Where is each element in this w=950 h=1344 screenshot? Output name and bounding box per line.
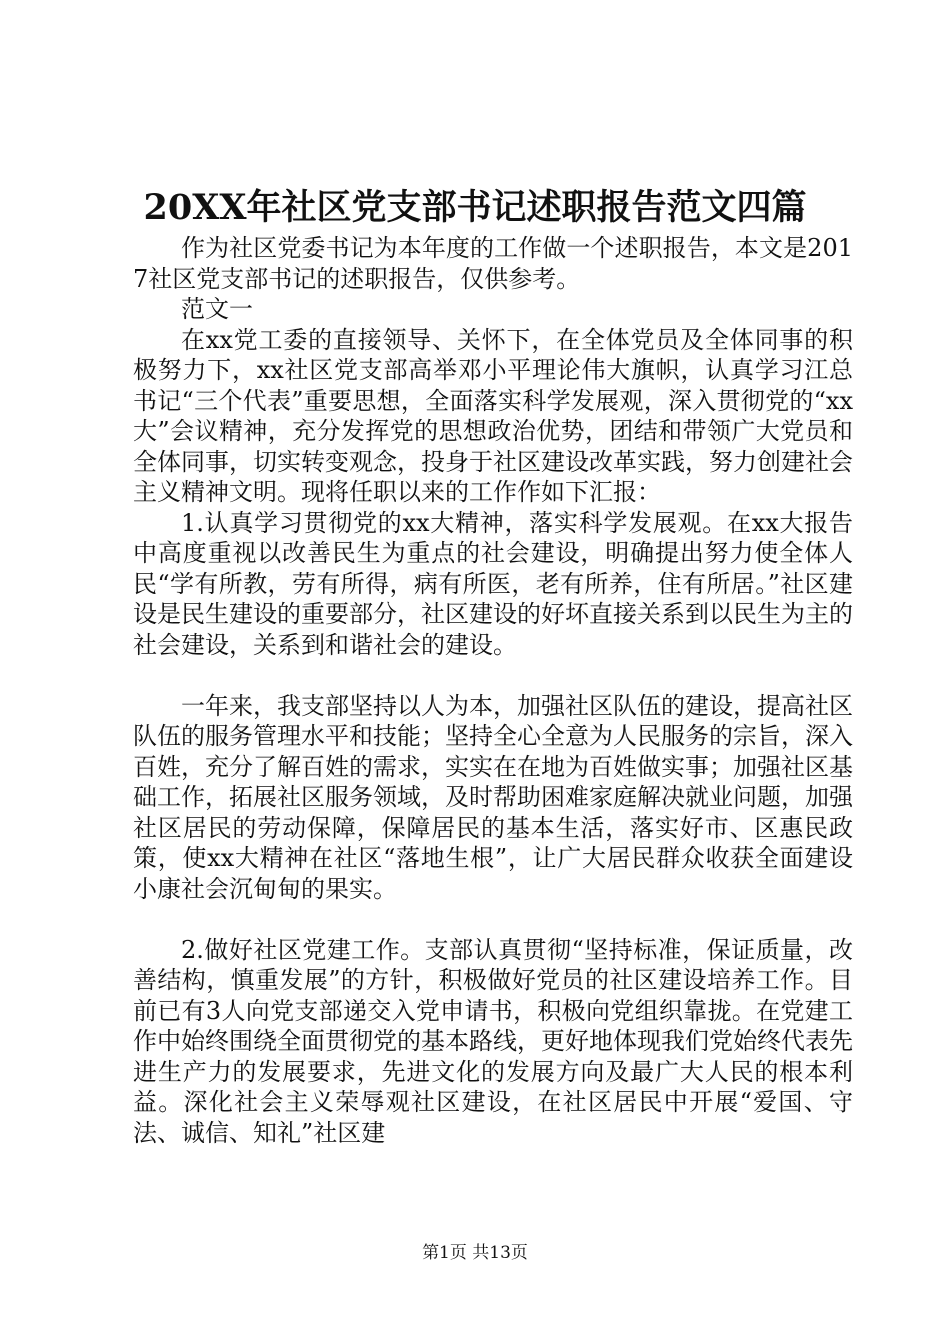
page-number-footer: 第1页 共13页 [422, 1243, 528, 1263]
intro-paragraph: 作为社区党委书记为本年度的工作做一个述职报告，本文是2017社区党支部书记的述职报告，仅供参考。 [133, 234, 853, 293]
paragraph-spacer [133, 660, 853, 691]
body-paragraph: 在xx党工委的直接领导、关怀下，在全体党员及全体同事的积极努力下，xx社区党支部高举邓小平理论伟大旗帜，认真学习江总书记“三个代表”重要思想，全面落实科学发展观，深入贯彻党的“xx大”会议精神，充分发挥党的思想政治优势，团结和带领广大党员和全体同事，切实转变观念，投身于社区建设改革实践，努力创建社会主义精神文明。现将任职以来的工作作如下汇报： [133, 325, 853, 506]
body-paragraph: 一年来，我支部坚持以人为本，加强社区队伍的建设，提高社区队伍的服务管理水平和技能；坚持全心全意为人民服务的宗旨，深入百姓，充分了解百姓的需求，实实在在地为百姓做实事；加强社区基础工作，拓展社区服务领域，及时帮助困难家庭解决就业问题，加强社区居民的劳动保障，保障居民的基本生活，落实好市、区惠民政策，使xx大精神在社区“落地生根”，让广大居民群众收获全面建设小康社会沉甸甸的果实。 [133, 691, 853, 903]
body-paragraph: 1.认真学习贯彻党的xx大精神，落实科学发展观。在xx大报告中高度重视以改善民生为重点的社会建设，明确提出努力使全体人民“学有所教，劳有所得，病有所医，老有所养，住有所居。”社区建设是民生建设的重要部分，社区建设的好坏直接关系到以民生为主的社会建设，关系到和谐社会的建设。 [133, 508, 853, 659]
paragraph-spacer [133, 904, 853, 935]
section-heading-sample-one: 范文一 [181, 295, 253, 323]
document-title: 20XX年社区党支部书记述职报告范文四篇 [143, 187, 807, 228]
document-body [133, 233, 853, 1148]
body-paragraph: 2.做好社区党建工作。支部认真贯彻“坚持标准，保证质量，改善结构，慎重发展”的方针，积极做好党员的社区建设培养工作。目前已有3人向党支部递交入党申请书，积极向党组织靠拢。在党建工作中始终围绕全面贯彻党的基本路线，更好地体现我们党始终代表先进生产力的发展要求，先进文化的发展方向及最广大人民的根本利益。深化社会主义荣辱观社区建设，在社区居民中开展“爱国、守法、诚信、知礼”社区建 [133, 935, 853, 1147]
